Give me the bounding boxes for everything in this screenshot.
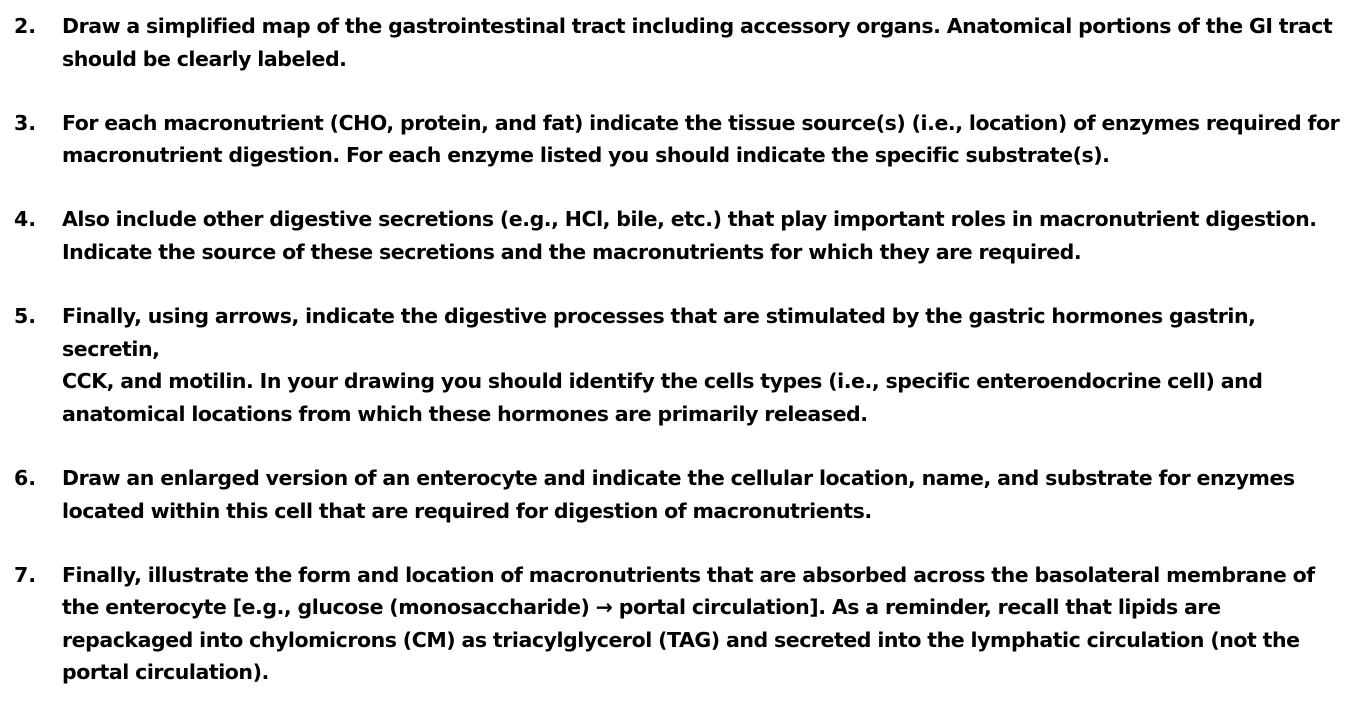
- text-line: Draw an enlarged version of an enterocyte and indicate the cellular location, name, and substrate for enzymes: [62, 465, 1295, 490]
- document-body: [14, 10, 1344, 721]
- text-line: located within this cell that are required for digestion of macronutrients.: [62, 498, 872, 523]
- text-line: anatomical locations from which these hormones are primarily released.: [62, 401, 868, 426]
- item-number: 3.: [14, 110, 37, 135]
- list-item-7: [14, 559, 1344, 689]
- list-item-6: [14, 462, 1344, 527]
- list-item-2: [14, 10, 1344, 75]
- text-line: For each macronutrient (CHO, protein, and fat) indicate the tissue source(s) (i.e., location) of enzymes required for: [62, 110, 1340, 135]
- item-text: [62, 559, 1344, 689]
- item-number: 5.: [14, 304, 37, 329]
- list-item-3: [14, 107, 1344, 172]
- item-number: 4.: [14, 207, 37, 232]
- item-text: [62, 300, 1344, 430]
- item-text: [62, 203, 1344, 268]
- text-line: macronutrient digestion. For each enzyme listed you should indicate the specific substrate(s).: [62, 143, 1110, 168]
- text-line: Also include other digestive secretions (e.g., HCl, bile, etc.) that play important roles in macronutrient digestion.: [62, 207, 1317, 232]
- text-line: Draw a simplified map of the gastrointestinal tract including accessory organs. Anatomical portions of the GI tract: [62, 14, 1333, 38]
- item-text: [62, 107, 1344, 172]
- item-text: [62, 10, 1344, 75]
- text-line: Indicate the source of these secretions and the macronutrients for which they are required.: [62, 239, 1082, 264]
- text-line: Finally, using arrows, indicate the digestive processes that are stimulated by the gastric hormones gastrin, secretin,: [62, 304, 1256, 361]
- item-number: 6.: [14, 465, 37, 490]
- text-line: Finally, illustrate the form and location of macronutrients that are absorbed across the basolateral membrane of: [62, 562, 1315, 587]
- text-line: repackaged into chylomicrons (CM) as triacylglycerol (TAG) and secreted into the lymphatic circulation (not the: [62, 627, 1300, 652]
- text-line: portal circulation).: [62, 660, 269, 685]
- item-text: [62, 462, 1344, 527]
- text-line: CCK, and motilin. In your drawing you should identify the cells types (i.e., specific enteroendocrine cell) and: [62, 369, 1263, 394]
- item-number: 7.: [14, 562, 37, 587]
- text-line: should be clearly labeled.: [62, 46, 347, 71]
- list-item-5: [14, 300, 1344, 430]
- text-line: the enterocyte [e.g., glucose (monosaccharide) → portal circulation]. As a reminder, recall that lipids are: [62, 595, 1221, 620]
- item-number: 2.: [14, 14, 37, 38]
- list-item-4: [14, 203, 1344, 268]
